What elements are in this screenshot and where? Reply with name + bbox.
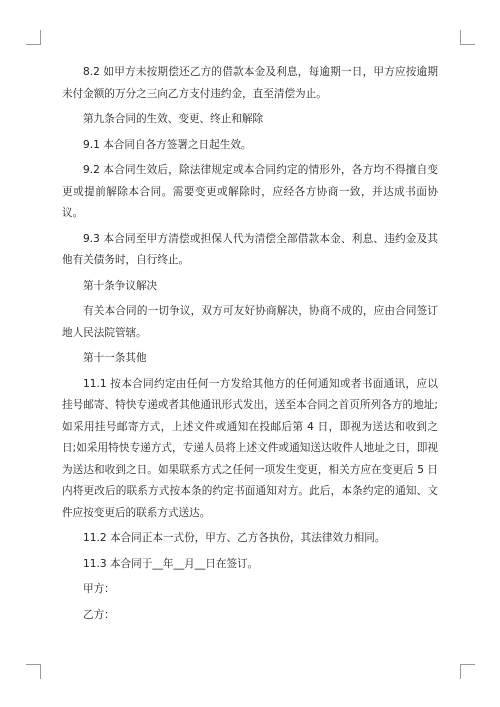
- crop-mark-top-left: [26, 30, 41, 45]
- clause-9-3: 9.3 本合同至甲方清偿或担保人代为清偿全部借款本金、利息、违约金及其他有关债务时，自行终止。: [62, 232, 438, 266]
- clause-11-3: 11.3 本合同于__年__月__日在签订。: [83, 557, 259, 570]
- clause-8-2: 8.2 如甲方未按期偿还乙方的借款本金及利息，每逾期一日，甲方应按逾期未付金额的万分之三向乙方支付违约金，直至清偿为止。: [62, 66, 438, 100]
- clause-9-2: 9.2 本合同生效后，除法律规定或本合同约定的情形外，各方均不得擅自变更或提前解除本合同。需要变更或解除时，应经各方协商一致，并达成书面协议。: [62, 164, 438, 219]
- article-9-heading: 第九条合同的生效、变更、终止和解除: [83, 113, 264, 125]
- crop-mark-bottom-right: [460, 664, 475, 679]
- clause-11-1: 11.1 按本合同约定由任何一方发给其他方的任何通知或者书面通讯，应以挂号邮寄、特快专递或者其他通讯形式发出，送至本合同之首页所列各方的地址;如采用挂号邮寄方式，上述文件或通知在投邮后第 4 日，即视为送达和收到之日;如采用特快专递方式，专递人员将上述文件或通知送达收件人地址之日，即视为送达和收到之日。如果联系方式之任何一项发生变更，相关方应在变更后 5 日内将更改后的联系方式按本条的约定书面通知对方。此后，本条约定的通知、文件应按变更后的联系方式送达。: [62, 377, 438, 519]
- party-a-signature-line: 甲方：: [83, 583, 115, 595]
- party-b-signature-line: 乙方：: [83, 608, 115, 621]
- document-body: [62, 62, 438, 630]
- crop-mark-bottom-left: [26, 664, 41, 679]
- article-10-heading: 第十条争议解决: [83, 279, 158, 292]
- clause-11-2: 11.2 本合同正本一式份，甲方、乙方各执份，其法律效力相同。: [83, 532, 386, 544]
- dispute-clause: 有关本合同的一切争议，双方可友好协商解决，协商不成的，应由合同签订地人民法院管辖。: [62, 305, 438, 339]
- clause-9-1: 9.1 本合同自各方签署之日起生效。: [83, 138, 252, 151]
- crop-mark-top-right: [460, 30, 475, 45]
- article-11-heading: 第十一条其他: [83, 352, 147, 364]
